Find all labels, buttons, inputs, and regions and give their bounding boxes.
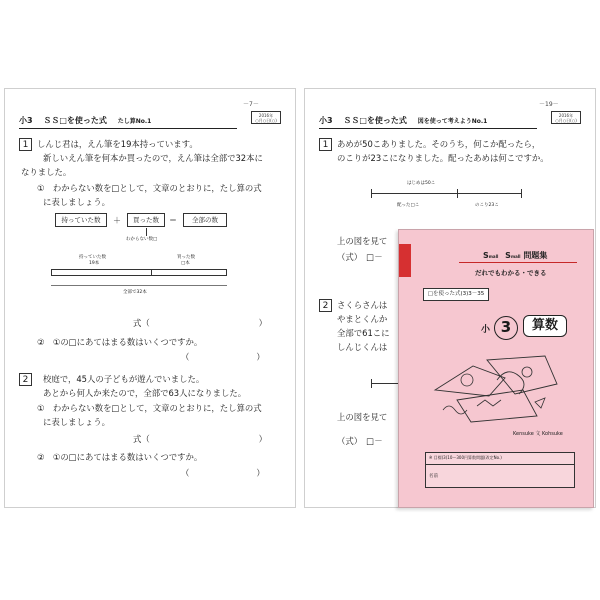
sub-question: ① わからない数を□として，文章のとおりに，たし算の式 [37, 403, 262, 413]
worksheet-page-left [4, 88, 296, 508]
date-stamp: 2016年 ○月○日(○) [251, 111, 281, 124]
bar-label: 持っていた数 [79, 255, 106, 260]
number-line [371, 193, 521, 194]
question-text: さくらさんは [337, 300, 388, 310]
page-number: －7－ [243, 101, 259, 108]
equation-box-have: 持っていた数 [55, 213, 107, 227]
formula-answer[interactable]: 式（ ） [133, 318, 267, 328]
sub-question: に表しましょう。 [43, 417, 110, 427]
caption: 上の図を見て [337, 236, 388, 246]
brace-line [51, 285, 227, 286]
footer-note: ※ 目標(3)10～300円算数問題(改定No.) [429, 455, 502, 460]
cover-illustration [427, 350, 567, 428]
equation-box-total: 全部の数 [183, 213, 227, 227]
tick [521, 189, 522, 198]
diagram-left-label: 配った□こ [397, 203, 420, 208]
formula-answer[interactable]: （式） □－ [337, 436, 383, 446]
page-number: －19－ [539, 101, 559, 108]
bar-label: 買った数 [177, 255, 195, 260]
formula-answer[interactable]: （式） □－ [337, 252, 383, 262]
page-subtitle: たし算No.1 [117, 118, 152, 125]
tick [371, 379, 372, 388]
sub-question: ② ①の□にあてはまる数はいくつですか。 [37, 337, 203, 347]
answer-field[interactable]: （ ） [181, 468, 265, 478]
tape-diagram [51, 269, 227, 276]
page-title: ＳＳ□を使った式 [343, 116, 407, 125]
unknown-label: わからない数□ [126, 237, 158, 242]
question-number: 1 [319, 138, 332, 151]
bar-total-label: 全部で32本 [123, 290, 147, 295]
question-text: しんじくんは [337, 342, 388, 352]
bar-value: 19本 [89, 261, 100, 266]
question-text: なりました。 [21, 167, 72, 177]
series-label: 問題集 [523, 251, 548, 260]
question-text: あめが50こありました。そのうち，何こか配ったら， [337, 139, 541, 149]
sub-question: ① わからない数を□として，文章のとおりに，たし算の式 [37, 183, 262, 193]
grade-prefix: 小 [481, 325, 491, 335]
grade-label: 小3 [319, 116, 333, 125]
sub-question: に表しましょう。 [43, 197, 110, 207]
question-text: しんじ君は，えん筆を19本持っています。 [37, 139, 198, 149]
question-number: 1 [19, 138, 32, 151]
caption: 上の図を見て [337, 412, 388, 422]
date-stamp: 2016年 ○月○日(○) [551, 111, 581, 124]
cover-accent-strip [399, 244, 411, 277]
page-header [319, 115, 537, 129]
question-text: 全部で61こに [337, 328, 390, 338]
arrow-line [146, 228, 147, 236]
page-subtitle: 図を使って考えようNo.1 [417, 118, 488, 125]
diagram-top-label: はじめは50こ [407, 181, 436, 186]
bar-divider [151, 269, 152, 276]
series-letter-s: S [483, 251, 489, 260]
question-text: やまとくんか [337, 314, 388, 324]
subject-badge: 算数 [523, 315, 567, 337]
name-label: 名前 [429, 474, 438, 479]
answer-field[interactable]: （ ） [181, 352, 265, 362]
formula-answer[interactable]: 式（ ） [133, 434, 267, 444]
series-letter-s2: S [505, 251, 511, 260]
cover-rule [459, 262, 577, 263]
booklet-cover [398, 229, 594, 508]
footer-rule [425, 464, 575, 465]
tick [457, 189, 458, 198]
tick [371, 189, 372, 198]
bar-value: □本 [181, 261, 190, 266]
grade-circle: 3 [494, 316, 518, 340]
plus-sign: ＋ [113, 216, 121, 225]
grade-label: 小3 [19, 116, 33, 125]
tagline: だれでもわかる・できる [475, 269, 547, 277]
series-mall2: mall [510, 254, 521, 259]
topic-label: □を使った式(3)3－35 [423, 288, 489, 301]
equals-sign: ＝ [169, 216, 177, 225]
series-mall: mall [488, 254, 499, 259]
equation-box-bought: 買った数 [127, 213, 165, 227]
question-text: 新しいえん筆を何本か買ったので，えん筆は全部で32本に [43, 153, 263, 163]
diagram-right-label: のこり23こ [475, 203, 499, 208]
series-logo [483, 250, 547, 261]
question-text: のこりが23こになりました。配ったあめは何こですか。 [337, 153, 549, 163]
question-number: 2 [19, 373, 32, 386]
page-title: ＳＳ□を使った式 [43, 116, 107, 125]
question-text: 校庭で，45人の子どもが遊んでいました。 [43, 374, 205, 384]
author-credit: Kensuke 文 Kohsuke [513, 431, 563, 437]
page-header [19, 115, 237, 129]
sub-question: ② ①の□にあてはまる数はいくつですか。 [37, 452, 203, 462]
question-text: あとから何人か来たので，全部で63人になりました。 [43, 388, 247, 398]
question-number: 2 [319, 299, 332, 312]
